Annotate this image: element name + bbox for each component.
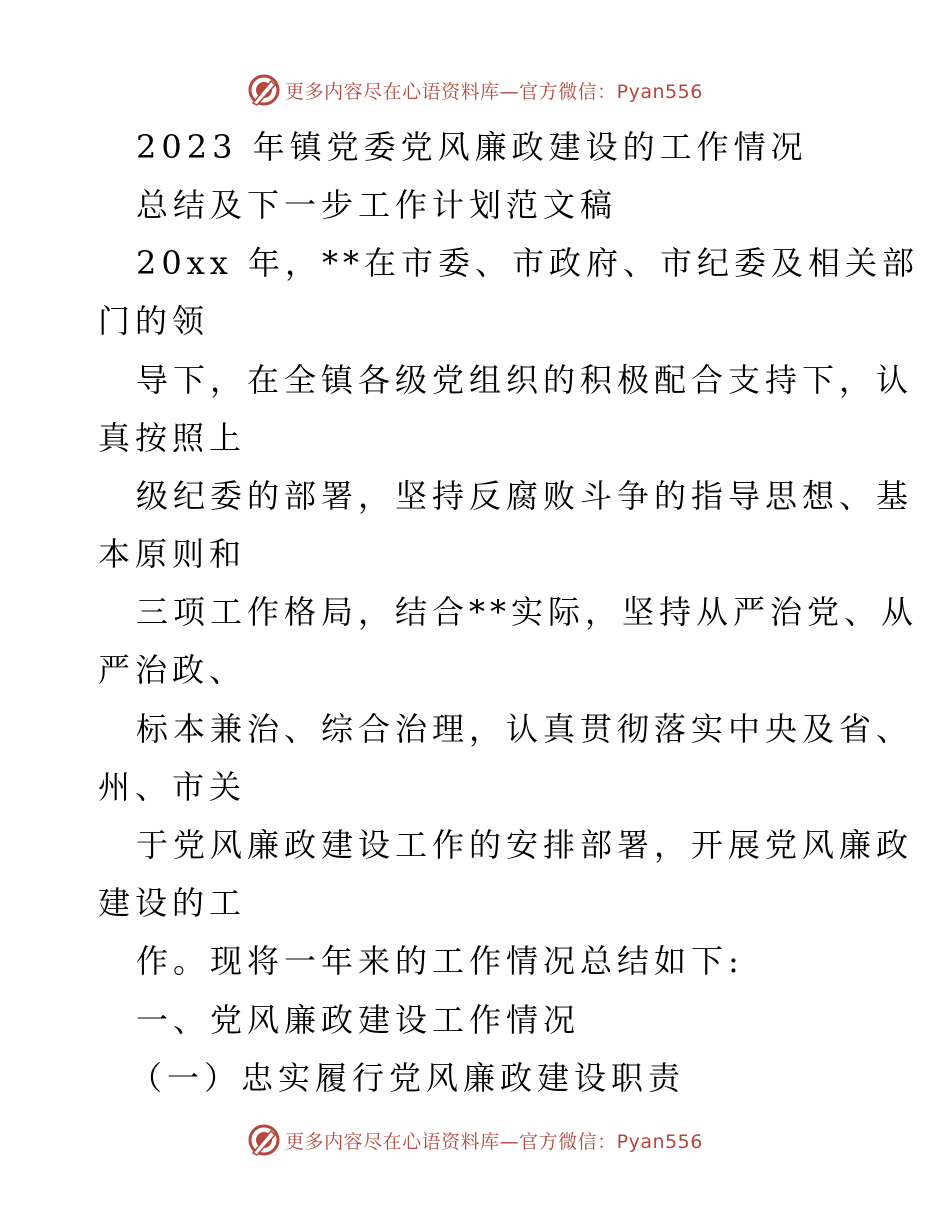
paragraph-line: 严治政、 bbox=[98, 651, 247, 689]
paragraph-line: 于党风廉政建设工作的安排部署，开展党风廉政 bbox=[136, 826, 914, 864]
paragraph-line: 本原则和 bbox=[98, 535, 247, 573]
paragraph-line: 导下，在全镇各级党组织的积极配合支持下，认 bbox=[136, 361, 914, 399]
footer-watermark-banner bbox=[0, 1120, 950, 1160]
watermark-text: 更多内容尽在心语资料库—官方微信：Pyan556 bbox=[285, 80, 703, 103]
paragraph-line: 20xx 年，**在市委、市政府、市纪委及相关部 bbox=[136, 244, 919, 282]
document-title-line-2: 总结及下一步工作计划范文稿 bbox=[136, 186, 618, 224]
paragraph-line: 真按照上 bbox=[98, 419, 247, 457]
section-heading: 一、党风廉政建设工作情况 bbox=[136, 1001, 581, 1039]
pen-logo-icon bbox=[247, 73, 281, 107]
paragraph-line: 门的领 bbox=[98, 302, 210, 340]
paragraph-line: 州、市关 bbox=[98, 768, 247, 806]
paragraph-line: 级纪委的部署，坚持反腐败斗争的指导思想、基 bbox=[136, 477, 914, 515]
subsection-heading: （一）忠实履行党风廉政建设职责 bbox=[130, 1059, 686, 1097]
paragraph-line: 作。现将一年来的工作情况总结如下: bbox=[136, 942, 744, 980]
watermark-text: 更多内容尽在心语资料库—官方微信：Pyan556 bbox=[285, 1130, 703, 1153]
pen-logo-icon bbox=[247, 1123, 281, 1157]
paragraph-line: 建设的工 bbox=[98, 884, 247, 922]
header-watermark-banner bbox=[0, 70, 950, 110]
document-title-line-1: 2023 年镇党委党风廉政建设的工作情况 bbox=[136, 128, 808, 166]
paragraph-line: 三项工作格局，结合**实际，坚持从严治党、从 bbox=[136, 593, 919, 631]
paragraph-line: 标本兼治、综合治理，认真贯彻落实中央及省、 bbox=[136, 710, 914, 748]
